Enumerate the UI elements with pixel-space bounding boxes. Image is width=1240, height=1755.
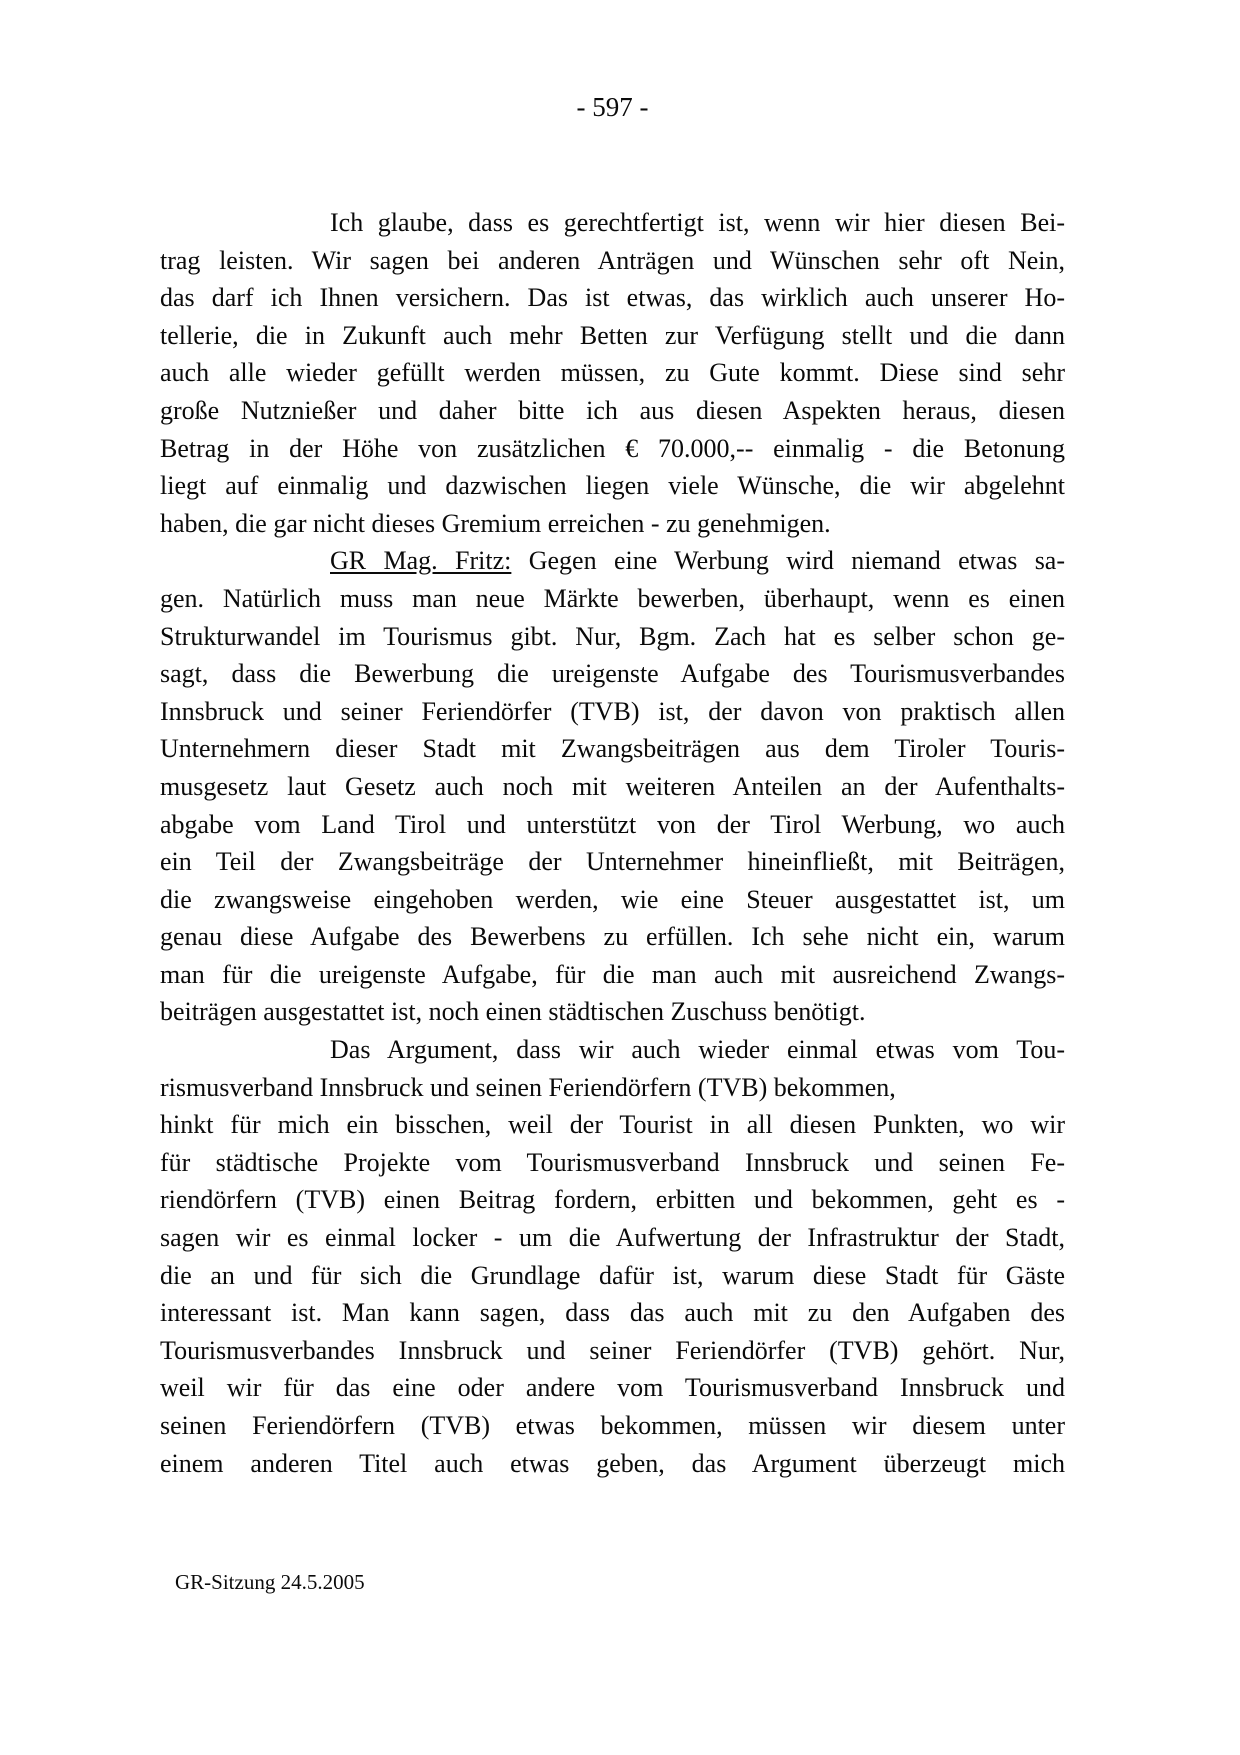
text-segment: das darf ich Ihnen versichern. Das ist etwas, das wirklich auch unserer Ho-: [160, 283, 1065, 313]
text-line: [160, 1294, 1065, 1332]
text-line: [160, 279, 1065, 317]
document-body: [160, 204, 1065, 1482]
text-line: [160, 843, 1065, 881]
text-segment: gen. Natürlich muss man neue Märkte bewerben, überhaupt, wenn es einen: [160, 583, 1065, 613]
text-line: [160, 655, 1065, 693]
text-segment: abgabe vom Land Tirol und unterstützt von der Tirol Werbung, wo auch: [160, 809, 1065, 839]
text-line: [160, 467, 1065, 505]
text-segment: weil wir für das eine oder andere vom Tourismusverband Innsbruck und: [160, 1373, 1065, 1403]
text-line: [160, 918, 1065, 956]
text-line: [160, 768, 1065, 806]
text-line: [160, 1106, 1065, 1144]
text-segment: sagen wir es einmal locker - um die Aufwertung der Infrastruktur der Stadt,: [160, 1223, 1065, 1253]
page-number: - 597 -: [576, 92, 649, 122]
text-line: [160, 1069, 1065, 1107]
text-segment: auch alle wieder gefüllt werden müssen, zu Gute kommt. Diese sind sehr: [160, 358, 1065, 388]
text-segment: ein Teil der Zwangsbeiträge der Unternehmer hineinfließt, mit Beiträgen,: [160, 847, 1065, 877]
text-line: [160, 993, 1065, 1031]
text-line: [160, 730, 1065, 768]
footer-session-label: GR-Sitzung 24.5.2005: [175, 1570, 365, 1594]
text-segment: Gegen eine Werbung wird niemand etwas sa-: [511, 546, 1066, 576]
text-line: [160, 317, 1065, 355]
text-line: [160, 1144, 1065, 1182]
text-segment: die zwangsweise eingehoben werden, wie eine Steuer ausgestattet ist, um: [160, 884, 1065, 914]
text-segment: liegt auf einmalig und dazwischen liegen viele Wünsche, die wir abgelehnt: [160, 471, 1065, 501]
text-line: [160, 1219, 1065, 1257]
text-segment: beiträgen ausgestattet ist, noch einen städtischen Zuschuss benötigt.: [160, 997, 866, 1027]
paragraph: [160, 542, 1065, 1031]
text-segment: Innsbruck und seiner Feriendörfer (TVB) ist, der davon von praktisch allen: [160, 696, 1065, 726]
text-segment: für städtische Projekte vom Tourismusverband Innsbruck und seinen Fe-: [160, 1147, 1065, 1177]
text-segment: hinkt für mich ein bisschen, weil der Tourist in all diesen Punkten, wo wir: [160, 1110, 1065, 1140]
text-segment: interessant ist. Man kann sagen, dass das auch mit zu den Aufgaben des: [160, 1298, 1065, 1328]
text-line: [160, 542, 1065, 580]
text-segment: tellerie, die in Zukunft auch mehr Betten zur Verfügung stellt und die dann: [160, 320, 1065, 350]
paragraph: [160, 204, 1065, 542]
text-line: [160, 430, 1065, 468]
text-segment: genau diese Aufgabe des Bewerbens zu erfüllen. Ich sehe nicht ein, warum: [160, 922, 1065, 952]
text-line: [160, 881, 1065, 919]
text-line: [160, 242, 1065, 280]
text-line: [160, 392, 1065, 430]
text-line: [160, 1257, 1065, 1295]
text-segment: Ich glaube, dass es gerechtfertigt ist, wenn wir hier diesen Bei-: [330, 208, 1065, 237]
speaker-name: GR Mag. Fritz:: [330, 546, 512, 576]
text-segment: Das Argument, dass wir auch wieder einmal etwas vom Tou-: [330, 1035, 1065, 1065]
text-line: [160, 1407, 1065, 1445]
text-segment: man für die ureigenste Aufgabe, für die man auch mit ausreichend Zwangs-: [160, 959, 1065, 989]
text-segment: riendörfern (TVB) einen Beitrag fordern, erbitten und bekommen, geht es -: [160, 1185, 1065, 1215]
text-line: [160, 1332, 1065, 1370]
text-segment: Unternehmern dieser Stadt mit Zwangsbeiträgen aus dem Tiroler Touris-: [160, 734, 1065, 764]
text-line: [160, 204, 1065, 242]
text-line: [160, 505, 1065, 543]
text-segment: musgesetz laut Gesetz auch noch mit weiteren Anteilen an der Aufenthalts-: [160, 771, 1065, 801]
paragraph: [160, 1031, 1065, 1482]
text-segment: einem anderen Titel auch etwas geben, das Argument überzeugt mich: [160, 1448, 1065, 1478]
text-segment: rismusverband Innsbruck und seinen Feriendörfern (TVB) bekommen,: [160, 1072, 896, 1102]
text-segment: Tourismusverbandes Innsbruck und seiner Feriendörfer (TVB) gehört. Nur,: [160, 1335, 1065, 1365]
text-line: [160, 1369, 1065, 1407]
text-segment: die an und für sich die Grundlage dafür ist, warum diese Stadt für Gäste: [160, 1260, 1065, 1290]
text-segment: Strukturwandel im Tourismus gibt. Nur, Bgm. Zach hat es selber schon ge-: [160, 621, 1065, 651]
text-line: [160, 1181, 1065, 1219]
text-segment: seinen Feriendörfern (TVB) etwas bekommen, müssen wir diesem unter: [160, 1411, 1065, 1440]
text-segment: Betrag in der Höhe von zusätzlichen € 70.000,-- einmalig - die Betonung: [160, 433, 1065, 463]
text-line: [160, 956, 1065, 994]
text-line: [160, 806, 1065, 844]
text-line: [160, 580, 1065, 618]
text-line: [160, 618, 1065, 656]
text-segment: haben, die gar nicht dieses Gremium erreichen - zu genehmigen.: [160, 508, 831, 538]
text-segment: trag leisten. Wir sagen bei anderen Anträgen und Wünschen sehr oft Nein,: [160, 245, 1065, 275]
text-segment: große Nutznießer und daher bitte ich aus diesen Aspekten heraus, diesen: [160, 395, 1065, 425]
text-line: [160, 693, 1065, 731]
text-segment: sagt, dass die Bewerbung die ureigenste Aufgabe des Tourismusverbandes: [160, 659, 1065, 689]
text-line: [160, 354, 1065, 392]
text-line: [160, 1031, 1065, 1069]
text-line: [160, 1445, 1065, 1483]
